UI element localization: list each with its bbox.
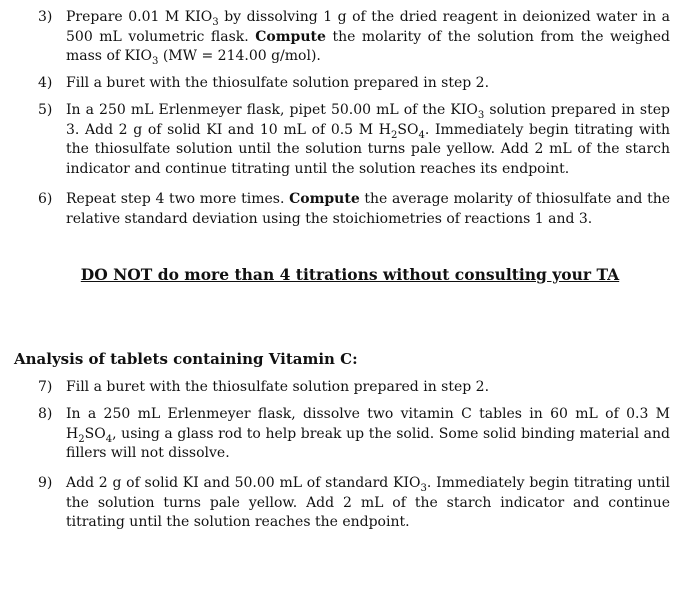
- subscript: 3: [477, 109, 485, 121]
- step-4: [38, 74, 670, 94]
- subscript: 4: [105, 433, 113, 445]
- text-run: In a 250 mL Erlenmeyer flask, pipet 50.00 mL of the KIO: [66, 102, 478, 118]
- text-run: , using a glass rod to help break up the solid. Some solid binding material and fillers will not dissolve.: [66, 425, 670, 461]
- step-9: [38, 474, 670, 533]
- bold-term: Compute: [255, 28, 326, 45]
- step-3: [38, 8, 670, 67]
- step-text: [66, 378, 670, 398]
- step-text: [66, 101, 670, 179]
- text-run: In a 250 mL Erlenmeyer flask, dissolve two vitamin C tables in 60 mL of 0.3 M H: [66, 406, 670, 442]
- step-number: 8): [38, 406, 53, 422]
- text-run: . Immediately begin titrating until the solution turns pale yellow. Add 2 mL of the starch indicator and continue titrating until the solution reaches the endpoint.: [66, 475, 670, 530]
- step-number: 4): [38, 75, 53, 91]
- text-run: SO: [397, 121, 419, 138]
- subscript: 4: [418, 129, 425, 141]
- step-text: [66, 8, 670, 67]
- step-7: [38, 378, 670, 398]
- step-number: 7): [38, 379, 53, 395]
- step-number: 9): [38, 475, 53, 491]
- titration-warning: DO NOT do more than 4 titrations without consulting your TA: [80, 265, 620, 284]
- step-5: [38, 101, 670, 179]
- text-run: Add 2 g of solid KI and 50.00 mL of standard KIO: [66, 475, 421, 491]
- text-run: Fill a buret with the thiosulfate solution prepared in step 2.: [66, 75, 490, 91]
- subscript: 2: [390, 129, 398, 141]
- subscript: 2: [78, 433, 85, 445]
- text-run: SO: [84, 425, 106, 442]
- text-run: by dissolving 1 g of the dried reagent in deionized water in a 500 mL volumetric flask.: [66, 9, 671, 45]
- text-run: the average molarity of thiosulfate and the relative standard deviation using the stoichiometries of reactions 1 and 3.: [66, 191, 670, 227]
- step-number: 3): [38, 9, 53, 25]
- step-text: [66, 190, 670, 229]
- text-run: the molarity of the solution from the weighed mass of KIO: [66, 28, 670, 64]
- text-run: (MW = 214.00 g/mol).: [158, 48, 321, 64]
- text-run: Repeat step 4 two more times.: [66, 191, 290, 207]
- text-run: Fill a buret with the thiosulfate solution prepared in step 2.: [66, 379, 490, 395]
- bold-term: Compute: [289, 191, 360, 207]
- text-run: solution prepared in step 3. Add 2 g of solid KI and 10 mL of 0.5 M H: [66, 102, 670, 138]
- subscript: 3: [212, 16, 219, 28]
- step-8: [38, 405, 670, 464]
- text-run: . Immediately begin titrating with the thiosulfate solution until the solution turns pale yellow. Add 2 mL of the starch indicator and continue titrating until the solution reaches its endpoint.: [66, 121, 671, 177]
- step-6: [38, 190, 670, 229]
- step-text: [66, 405, 670, 464]
- step-text: [66, 474, 670, 533]
- text-run: Prepare 0.01 M KIO: [66, 9, 213, 25]
- step-number: 6): [38, 191, 53, 207]
- step-text: [66, 74, 670, 94]
- step-number: 5): [38, 102, 53, 118]
- section-heading: Analysis of tablets containing Vitamin C:: [14, 350, 358, 368]
- subscript: 3: [151, 55, 159, 67]
- subscript: 3: [420, 482, 427, 494]
